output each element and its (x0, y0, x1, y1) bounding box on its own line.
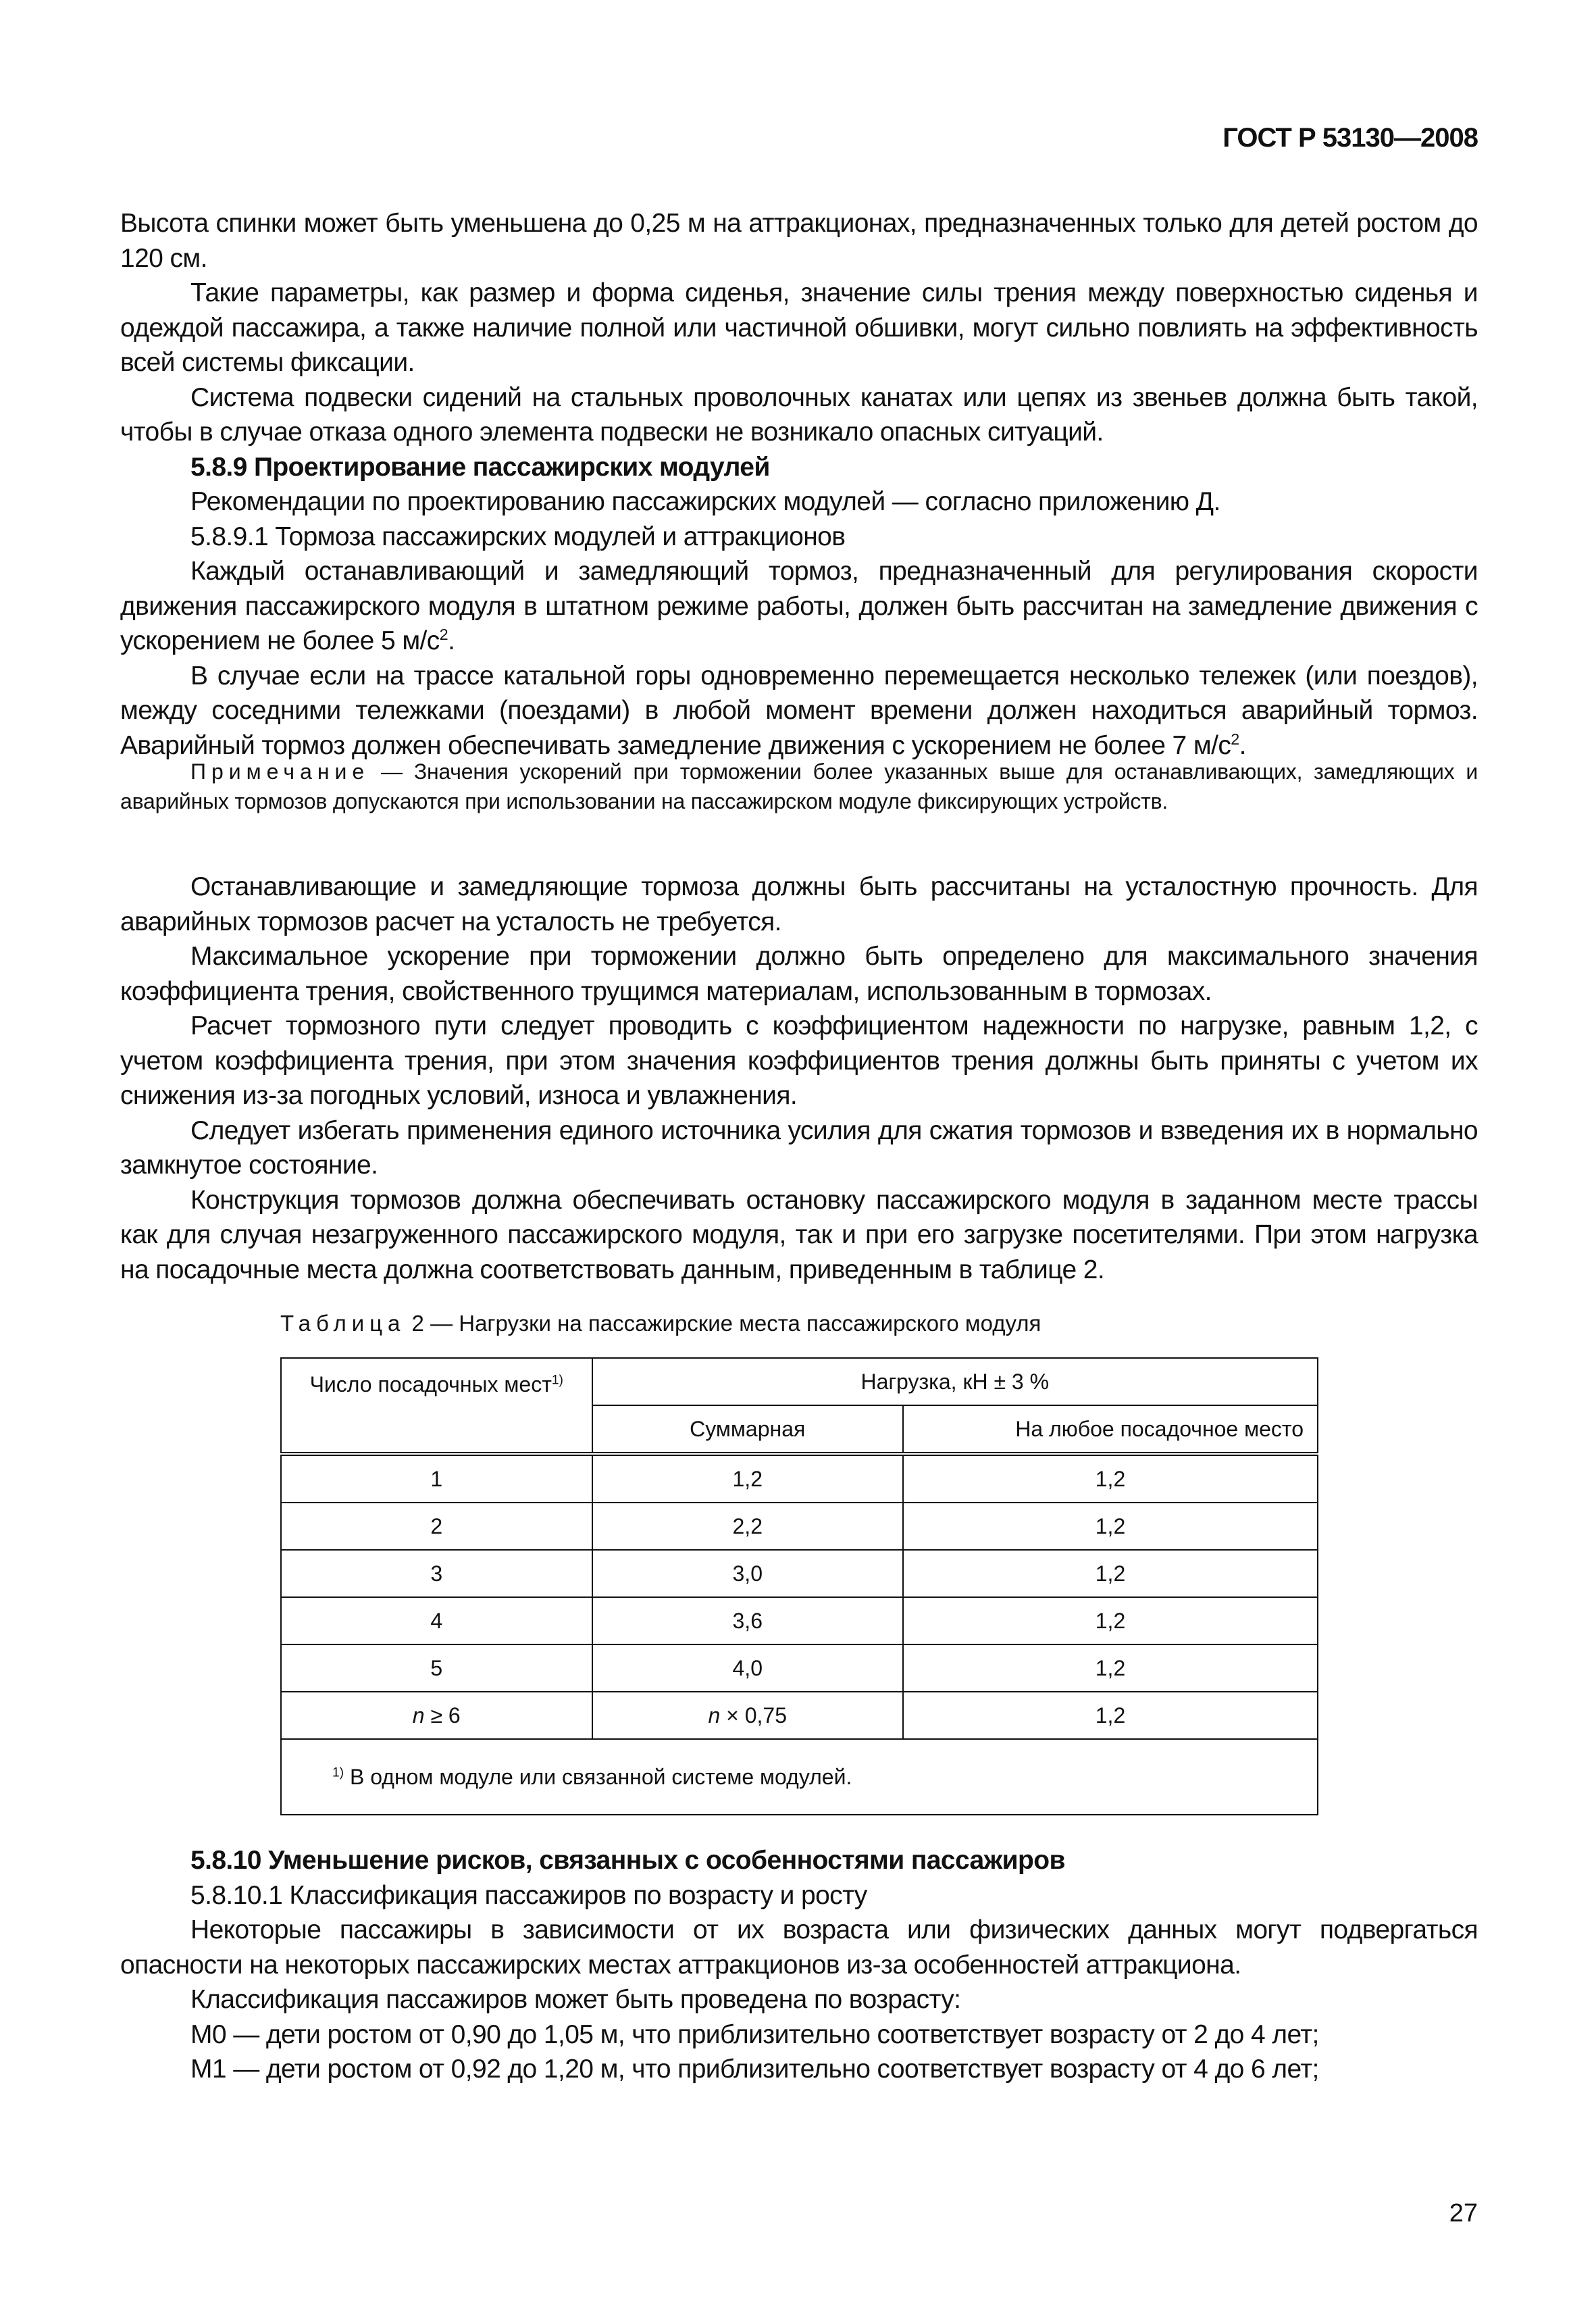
page-number: 27 (1449, 2199, 1478, 2228)
paragraph: Некоторые пассажиры в зависимости от их возраста или физических данных могут подвергаться опасности на некоторых пассажирских местах аттракционов из-за особенностей аттракциона. (120, 1915, 1478, 1980)
section-heading-5-8-10: 5.8.10 Уменьшение рисков, связанных с особенностями пассажиров (190, 1846, 1065, 1875)
table-row: 2 2,2 1,2 (281, 1503, 1318, 1550)
paragraph: Классификация пассажиров может быть проведена по возрасту: (190, 1985, 961, 2014)
subsection-heading-5-8-9-1: 5.8.9.1 Тормоза пассажирских модулей и аттракционов (190, 522, 846, 551)
paragraph: Следует избегать применения единого источника усилия для сжатия тормозов и взведения их в нормально замкнутое состояние. (120, 1115, 1478, 1180)
table-footnote: $^{1)}$ В одном модуле или связанной системе модулей. (281, 1739, 1318, 1815)
header-total: Суммарная (592, 1405, 904, 1454)
paragraph: Система подвески сидений на стальных проволочных канатах или цепях из звеньев должна быть такой, чтобы в случае отказа одного элемента подвески не возникало опасных ситуаций. (120, 382, 1478, 447)
section-heading-5-8-9: 5.8.9 Проектирование пассажирских модулей (190, 452, 770, 482)
table-row: 4 3,6 1,2 (281, 1597, 1318, 1644)
table-row: 3 3,0 1,2 (281, 1550, 1318, 1597)
paragraph: Максимальное ускорение при торможении должно быть определено для максимального значения коэффициента трения, свойственного трущимся материалам, использованным в тормозах. (120, 942, 1478, 1006)
paragraph: Останавливающие и замедляющие тормоза должны быть рассчитаны на усталостную прочность. Для аварийных тормозов расчет на усталость не требуется. (120, 872, 1478, 936)
header-load-group: Нагрузка, кН ± 3 % (592, 1358, 1318, 1405)
paragraph: Каждый останавливающий и замедляющий тормоз, предназначенный для регулирования скорости движения пассажирского модуля в штатном режиме работы, должен быть рассчитан на замедление движения с ускорением не более 5 $м/с^2$. (120, 557, 1478, 655)
note: Примечание — Значения ускорений при торможении более указанных выше для останавливающих, замедляющих и аварийных тормозов допускаются при использовании на пассажирском модуле фиксирующих устройств. (120, 759, 1478, 813)
text-block-top (120, 206, 1478, 763)
text-block-bottom (120, 1843, 1478, 2087)
list-item-m1: М1 — дети ростом от 0,92 до 1,20 м, что приблизительно соответствует возрасту от 4 до 6 лет; (190, 2055, 1319, 2084)
note-label: Примечание (190, 759, 370, 784)
subsection-heading-5-8-10-1: 5.8.10.1 Классификация пассажиров по возрасту и росту (190, 1880, 867, 1910)
paragraph: Расчет тормозного пути следует проводить с коэффициентом надежности по нагрузке, равным 1,2, с учетом коэффициента трения, при этом значения коэффициентов трения должны быть приняты с учетом их снижения из-за погодных условий, износа и увлажнения. (120, 1011, 1478, 1110)
text-block-middle (120, 870, 1478, 1287)
list-item-m0: М0 — дети ростом от 0,90 до 1,05 м, что приблизительно соответствует возрасту от 2 до 4 лет; (190, 2019, 1319, 2049)
table-row: 5 4,0 1,2 (281, 1644, 1318, 1692)
paragraph: В случае если на трассе катальной горы одновременно перемещается несколько тележек (или поездов), между соседними тележками (поездами) в любой момент времени должен находиться аварийный тормоз. Аварийный тормоз должен обеспечивать замедление движения с ускорением не более 7 $м/с^2$. (120, 661, 1478, 760)
paragraph: Конструкция тормозов должна обеспечивать остановку пассажирского модуля в заданном месте трассы как для случая незагруженного пассажирского модуля, так и при его загрузке посетителями. При этом нагрузка на посадочные места должна соответствовать данным, приведенным в таблице 2. (120, 1185, 1478, 1284)
table-caption: Таблица 2 — Нагрузки на пассажирские места пассажирского модуля (280, 1311, 1041, 1336)
loads-table (280, 1357, 1318, 1815)
header-seats: Число посадочных мест$^{1)}$ (281, 1358, 592, 1454)
note-block (120, 757, 1478, 816)
table-row: n ≥ 6 n × 0,75 1,2 (281, 1692, 1318, 1739)
paragraph: Высота спинки может быть уменьшена до 0,25 м на аттракционах, предназначенных только для детей ростом до 120 см. (120, 209, 1478, 273)
table-row: 1 1,2 1,2 (281, 1454, 1318, 1503)
document-header: ГОСТ Р 53130—2008 (1222, 123, 1478, 153)
paragraph: Такие параметры, как размер и форма сиденья, значение силы трения между поверхностью сиденья и одеждой пассажира, а также наличие полной или частичной обшивки, могут сильно повлиять на эффективность всей системы фиксации. (120, 278, 1478, 377)
header-per-seat: На любое посадочное место (903, 1405, 1318, 1454)
paragraph: Рекомендации по проектированию пассажирских модулей — согласно приложению Д. (190, 487, 1220, 516)
